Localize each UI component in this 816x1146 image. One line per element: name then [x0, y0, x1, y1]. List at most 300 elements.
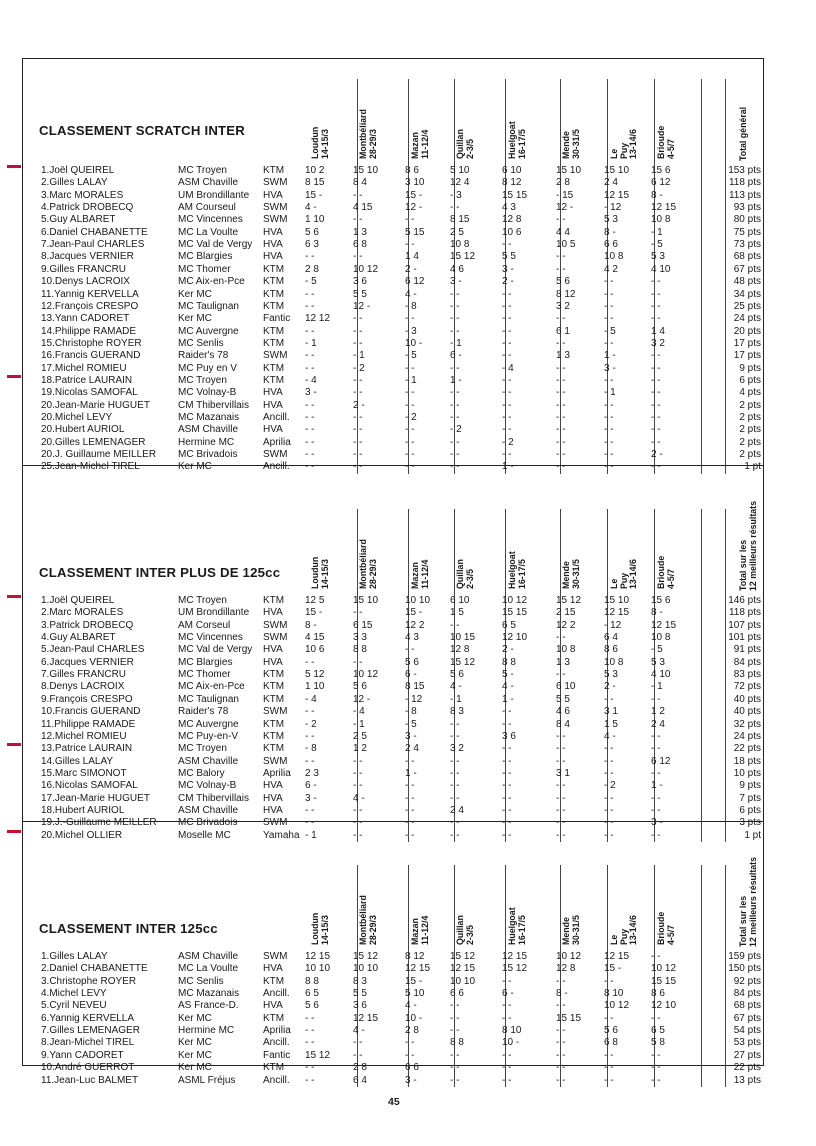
race-result: 6 - — [450, 350, 462, 362]
race-result: 15 15 — [502, 189, 528, 201]
table-row — [23, 313, 763, 325]
race-result: 15 12 — [502, 963, 528, 975]
club-name: MC Balory — [178, 767, 225, 779]
bike-brand: KTM — [263, 276, 285, 288]
table-row — [23, 719, 763, 731]
club-name: MC Taulignan — [178, 693, 239, 705]
race-result: - - — [353, 189, 363, 201]
race-result: - - — [450, 1049, 460, 1061]
race-result: - - — [556, 730, 566, 742]
race-result: - - — [305, 412, 315, 423]
race-result: - - — [450, 730, 460, 742]
total-points: 4 pts — [739, 387, 761, 399]
rider-name: 12.Michel ROMIEU — [41, 730, 127, 742]
race-result: 6 6 — [604, 239, 618, 251]
section-title: CLASSEMENT INTER 125cc — [39, 921, 218, 936]
club-name: Raider's 78 — [178, 706, 229, 718]
table-row — [23, 793, 763, 805]
race-result: 10 - — [405, 1012, 423, 1024]
race-result: 10 12 — [556, 951, 582, 962]
total-points: 6 pts — [739, 374, 761, 386]
race-result: - - — [502, 412, 512, 423]
race-result: 1 - — [450, 374, 462, 386]
race-result: 6 6 — [450, 988, 464, 1000]
bike-brand: KTM — [263, 263, 285, 275]
race-result: 5 3 — [604, 214, 618, 226]
race-result: - 1 — [353, 350, 365, 362]
race-result: - - — [502, 239, 512, 251]
race-result: 5 5 — [353, 988, 367, 1000]
race-result: - - — [651, 362, 661, 374]
race-result: - 12 — [405, 693, 423, 705]
race-result: - - — [305, 755, 315, 767]
race-result: - - — [502, 755, 512, 767]
bike-brand: HVA — [263, 963, 283, 975]
race-result: 15 - — [604, 963, 622, 975]
bike-brand: SWM — [263, 632, 288, 644]
race-result: - - — [353, 337, 363, 349]
race-result: 15 6 — [651, 595, 671, 606]
race-result: 2 8 — [305, 263, 319, 275]
bike-brand: SWM — [263, 449, 288, 461]
table-row — [23, 669, 763, 681]
club-name: Hermine MC — [178, 1025, 235, 1037]
total-points: 24 pts — [733, 730, 761, 742]
rider-name: 20.Michel LEVY — [41, 412, 113, 423]
total-points: 107 pts — [728, 619, 761, 631]
club-name: MC Troyen — [178, 743, 227, 755]
race-result: - - — [604, 975, 614, 987]
total-points: 118 pts — [728, 177, 761, 189]
bike-brand: HVA — [263, 189, 283, 201]
race-result: - 8 — [405, 706, 417, 718]
rider-name: 4.Patrick DROBECQ — [41, 202, 134, 214]
race-result: 3 - — [450, 276, 462, 288]
race-result: - - — [353, 461, 363, 473]
race-result: - - — [651, 829, 661, 841]
race-result: 12 - — [556, 202, 574, 214]
club-name: AS France-D. — [178, 1000, 239, 1012]
table-row — [23, 817, 763, 829]
race-result: 5 8 — [651, 1037, 665, 1049]
rider-name: 11.Yannig KERVELLA — [41, 288, 139, 300]
race-result: - - — [450, 755, 460, 767]
race-result: - 4 — [305, 374, 317, 386]
race-result: 12 15 — [604, 189, 630, 201]
bike-brand: HVA — [263, 226, 283, 238]
rider-name: 10.André GUERROT — [41, 1062, 135, 1074]
race-result: 5 5 — [556, 693, 570, 705]
total-points: 73 pts — [733, 239, 761, 251]
total-points: 6 pts — [739, 804, 761, 816]
race-result: - - — [604, 1049, 614, 1061]
race-result: - - — [353, 817, 363, 829]
club-name: MC La Voulte — [178, 963, 239, 975]
race-result: - - — [604, 337, 614, 349]
club-name: MC Blargies — [178, 656, 233, 668]
race-result: - - — [502, 1000, 512, 1012]
race-result: 12 15 — [651, 202, 677, 214]
race-result: - - — [450, 792, 460, 804]
table-row — [23, 805, 763, 817]
rider-name: 20.Gilles LEMENAGER — [41, 436, 146, 448]
race-header: Mazan 11-12/4 — [410, 559, 430, 589]
rider-name: 14.Gilles LALAY — [41, 755, 114, 767]
bike-brand: SWM — [263, 619, 288, 631]
race-result: - - — [305, 449, 315, 461]
page-number: 45 — [388, 1096, 400, 1108]
race-result: - 5 — [305, 276, 317, 288]
race-header: Mende 30-31/5 — [561, 559, 581, 589]
race-result: - 4 — [305, 693, 317, 705]
race-result: - - — [651, 300, 661, 312]
race-result: - - — [502, 718, 512, 730]
race-result: 6 1 — [556, 325, 570, 337]
race-result: 8 8 — [353, 644, 367, 656]
race-result: - - — [651, 387, 661, 399]
race-result: 15 10 — [353, 595, 379, 606]
race-result: 10 8 — [450, 239, 470, 251]
total-points: 24 pts — [733, 313, 761, 325]
race-result: - - — [556, 1062, 566, 1074]
race-result: - - — [502, 449, 512, 461]
race-result: - - — [556, 399, 566, 411]
race-result: 6 12 — [651, 177, 671, 189]
race-result: 4 10 — [651, 669, 671, 681]
race-result: - 1 — [305, 829, 317, 841]
club-name: MC Vincennes — [178, 214, 243, 226]
table-row — [23, 289, 763, 301]
rider-name: 18.Patrice LAURAIN — [41, 374, 133, 386]
race-result: 5 - — [502, 669, 514, 681]
total-points: 53 pts — [733, 1037, 761, 1049]
race-result: 5 6 — [353, 681, 367, 693]
race-result: - - — [450, 767, 460, 779]
race-result: - - — [651, 767, 661, 779]
race-result: - - — [405, 214, 415, 226]
race-header: Quillan 2-3/5 — [455, 129, 475, 159]
race-result: 8 8 — [502, 656, 516, 668]
race-result: 1 4 — [405, 251, 419, 263]
race-result: 2 5 — [450, 226, 464, 238]
rider-name: 20.Jean-Marie HUGUET — [41, 399, 150, 411]
table-row — [23, 963, 763, 975]
race-result: - - — [651, 288, 661, 300]
total-points: 113 pts — [728, 189, 761, 201]
race-result: 10 - — [405, 337, 423, 349]
bike-brand: KTM — [263, 374, 285, 386]
bike-brand: Aprilia — [263, 767, 291, 779]
race-result: - - — [353, 767, 363, 779]
race-result: - - — [405, 804, 415, 816]
club-name: Ker MC — [178, 1049, 212, 1061]
race-result: 8 15 — [305, 177, 325, 189]
total-points: 101 pts — [728, 632, 761, 644]
red-marker — [7, 165, 21, 168]
club-name: Ker MC — [178, 288, 212, 300]
table-row — [23, 276, 763, 288]
club-name: MC Brivadois — [178, 817, 238, 829]
race-result: - - — [604, 374, 614, 386]
race-result: 3 - — [305, 387, 317, 399]
race-result: - 2 — [450, 424, 462, 436]
race-result: 6 4 — [353, 1074, 367, 1086]
race-result: - - — [405, 449, 415, 461]
race-result: 10 - — [502, 1037, 520, 1049]
race-result: 8 8 — [450, 1037, 464, 1049]
race-result: - - — [405, 792, 415, 804]
race-result: - - — [450, 817, 460, 829]
bike-brand: SWM — [263, 817, 288, 829]
race-result: - - — [556, 436, 566, 448]
race-result: - - — [305, 1012, 315, 1024]
bike-brand: Aprilia — [263, 1025, 291, 1037]
race-result: - - — [604, 436, 614, 448]
race-result: 1 - — [502, 693, 514, 705]
race-result: 6 5 — [651, 1025, 665, 1037]
table-row — [23, 1000, 763, 1012]
race-result: 15 - — [305, 189, 323, 201]
red-marker — [7, 375, 21, 378]
race-result: - - — [556, 461, 566, 473]
race-result: - - — [604, 1074, 614, 1086]
race-result: - - — [502, 350, 512, 362]
table-row — [23, 951, 763, 963]
club-name: MC Vincennes — [178, 632, 243, 644]
race-result: 5 6 — [305, 1000, 319, 1012]
race-result: 12 15 — [604, 951, 630, 962]
race-result: 15 15 — [556, 1012, 582, 1024]
table-row — [23, 731, 763, 743]
race-result: - 15 — [556, 189, 574, 201]
race-result: 2 4 — [651, 718, 665, 730]
race-result: 2 4 — [604, 177, 618, 189]
race-result: 3 2 — [651, 337, 665, 349]
race-result: 12 4 — [450, 177, 470, 189]
rider-name: 6.Jacques VERNIER — [41, 656, 134, 668]
race-result: - 5 — [651, 239, 663, 251]
table-row — [23, 461, 763, 473]
race-result: - - — [651, 461, 661, 473]
race-result: 3 2 — [556, 300, 570, 312]
race-result: - 8 — [405, 300, 417, 312]
race-result: - - — [556, 975, 566, 987]
race-result: - - — [405, 780, 415, 792]
total-points: 22 pts — [733, 743, 761, 755]
total-points: 20 pts — [733, 325, 761, 337]
race-result: - 1 — [305, 337, 317, 349]
total-points: 91 pts — [733, 644, 761, 656]
race-result: - - — [556, 387, 566, 399]
race-result: - - — [604, 755, 614, 767]
race-result: - - — [353, 804, 363, 816]
total-points: 84 pts — [733, 988, 761, 1000]
race-result: - - — [353, 412, 363, 423]
race-result: - - — [556, 1000, 566, 1012]
rider-name: 20.J. Guillaume MEILLER — [41, 449, 157, 461]
total-points: 54 pts — [733, 1025, 761, 1037]
rider-name: 10.Denys LACROIX — [41, 276, 130, 288]
race-result: 10 8 — [651, 214, 671, 226]
total-points: 67 pts — [733, 263, 761, 275]
total-points: 68 pts — [733, 251, 761, 263]
race-result: 12 2 — [405, 619, 425, 631]
red-marker — [7, 743, 21, 746]
race-result: - - — [556, 337, 566, 349]
race-result: 8 - — [604, 226, 616, 238]
race-result: 8 12 — [405, 951, 425, 962]
race-result: 15 - — [405, 975, 423, 987]
race-result: - - — [604, 792, 614, 804]
section-2 — [23, 479, 763, 850]
race-result: 8 10 — [502, 1025, 522, 1037]
race-result: - - — [353, 313, 363, 325]
race-result: - - — [556, 632, 566, 644]
club-name: ASM Chaville — [178, 804, 239, 816]
race-result: 10 6 — [305, 644, 325, 656]
race-result: - - — [502, 387, 512, 399]
table-row — [23, 756, 763, 768]
race-result: 15 10 — [604, 595, 630, 606]
rider-name: 25.Jean-Michel TIREL — [41, 461, 140, 473]
race-result: 10 10 — [353, 963, 379, 975]
bike-brand: SWM — [263, 350, 288, 362]
club-name: Ker MC — [178, 461, 212, 473]
bike-brand: HVA — [263, 804, 283, 816]
race-result: - - — [353, 214, 363, 226]
bike-brand: Fantic — [263, 313, 291, 325]
bike-brand: KTM — [263, 1012, 285, 1024]
total-points: 7 pts — [739, 792, 761, 804]
rider-name: 5.Cyril NEVEU — [41, 1000, 107, 1012]
race-result: 1 - — [604, 350, 616, 362]
race-result: 6 3 — [305, 239, 319, 251]
race-result: - - — [353, 656, 363, 668]
club-name: MC La Voulte — [178, 226, 239, 238]
race-header: Le Puy 13-14/6 — [609, 915, 639, 945]
total-points: 2 pts — [739, 399, 761, 411]
club-name: UM Brondillante — [178, 189, 250, 201]
race-result: - - — [305, 804, 315, 816]
race-result: 15 15 — [651, 975, 677, 987]
race-header: Montbéliard 28-29/3 — [358, 539, 378, 589]
race-result: 4 3 — [405, 632, 419, 644]
race-result: - - — [604, 399, 614, 411]
race-result: - 2 — [502, 436, 514, 448]
race-header: Brioude 4-5/7 — [656, 125, 676, 159]
club-name: MC Brivadois — [178, 449, 238, 461]
race-result: 12 8 — [502, 214, 522, 226]
table-row — [23, 1062, 763, 1074]
rider-name: 11.Jean-Luc BALMET — [41, 1074, 139, 1086]
total-points: 159 pts — [728, 951, 761, 962]
section-title: CLASSEMENT INTER PLUS DE 125cc — [39, 565, 281, 580]
race-result: - - — [556, 214, 566, 226]
table-row — [23, 400, 763, 412]
race-result: - - — [305, 1074, 315, 1086]
table-row — [23, 387, 763, 399]
race-result: 4 15 — [353, 202, 373, 214]
table-row — [23, 227, 763, 239]
bike-brand: KTM — [263, 288, 285, 300]
race-result: - - — [651, 1062, 661, 1074]
race-result: - - — [405, 461, 415, 473]
race-result: - - — [604, 300, 614, 312]
race-result: - - — [556, 780, 566, 792]
table-row — [23, 375, 763, 387]
race-result: - - — [450, 399, 460, 411]
rider-name: 9.François CRESPO — [41, 693, 133, 705]
race-result: 8 4 — [556, 718, 570, 730]
race-result: - - — [305, 288, 315, 300]
bike-brand: HVA — [263, 780, 283, 792]
race-result: 3 3 — [353, 632, 367, 644]
race-result: 10 8 — [604, 656, 624, 668]
race-result: 6 - — [502, 988, 514, 1000]
race-result: 2 - — [604, 681, 616, 693]
race-result: - - — [305, 424, 315, 436]
race-result: 12 - — [353, 300, 371, 312]
race-result: - - — [502, 374, 512, 386]
race-result: 8 3 — [353, 975, 367, 987]
bike-brand: KTM — [263, 669, 285, 681]
race-header: Loudun 14-15/3 — [310, 556, 330, 589]
red-marker — [7, 595, 21, 598]
race-result: - - — [353, 1049, 363, 1061]
race-result: - - — [651, 350, 661, 362]
rider-name: 12.François CRESPO — [41, 300, 139, 312]
race-result: 8 6 — [604, 644, 618, 656]
rider-name: 19.Nicolas SAMOFAL — [41, 387, 138, 399]
race-result: - - — [450, 202, 460, 214]
rider-name: 17.Jean-Marie HUGUET — [41, 792, 150, 804]
race-header: Le Puy 13-14/6 — [609, 129, 639, 159]
race-result: - - — [604, 1062, 614, 1074]
race-result: 2 - — [502, 644, 514, 656]
race-result: 3 - — [405, 730, 417, 742]
table-row — [23, 264, 763, 276]
total-points: 68 pts — [733, 1000, 761, 1012]
race-result: - - — [556, 1025, 566, 1037]
race-result: - - — [556, 313, 566, 325]
total-points: 17 pts — [733, 337, 761, 349]
race-result: - - — [604, 1012, 614, 1024]
total-points: 9 pts — [739, 780, 761, 792]
race-header: Mazan 11-12/4 — [410, 129, 430, 159]
race-result: 4 2 — [604, 263, 618, 275]
race-result: 10 12 — [651, 963, 677, 975]
race-result: 3 6 — [502, 730, 516, 742]
race-result: - - — [450, 1025, 460, 1037]
race-result: - - — [353, 436, 363, 448]
race-result: - - — [651, 374, 661, 386]
race-result: - 5 — [604, 325, 616, 337]
race-result: 5 5 — [353, 288, 367, 300]
total-points: 13 pts — [733, 1074, 761, 1086]
rider-name: 14.Philippe RAMADE — [41, 325, 137, 337]
total-points: 27 pts — [733, 1049, 761, 1061]
bike-brand: KTM — [263, 975, 285, 987]
total-points: 2 pts — [739, 436, 761, 448]
race-result: 4 - — [405, 1000, 417, 1012]
race-result: 3 1 — [604, 706, 618, 718]
race-result: - - — [305, 251, 315, 263]
table-row — [23, 177, 763, 189]
race-result: - - — [502, 792, 512, 804]
race-result: - - — [450, 1012, 460, 1024]
total-points: 25 pts — [733, 300, 761, 312]
race-result: 1 10 — [305, 681, 325, 693]
